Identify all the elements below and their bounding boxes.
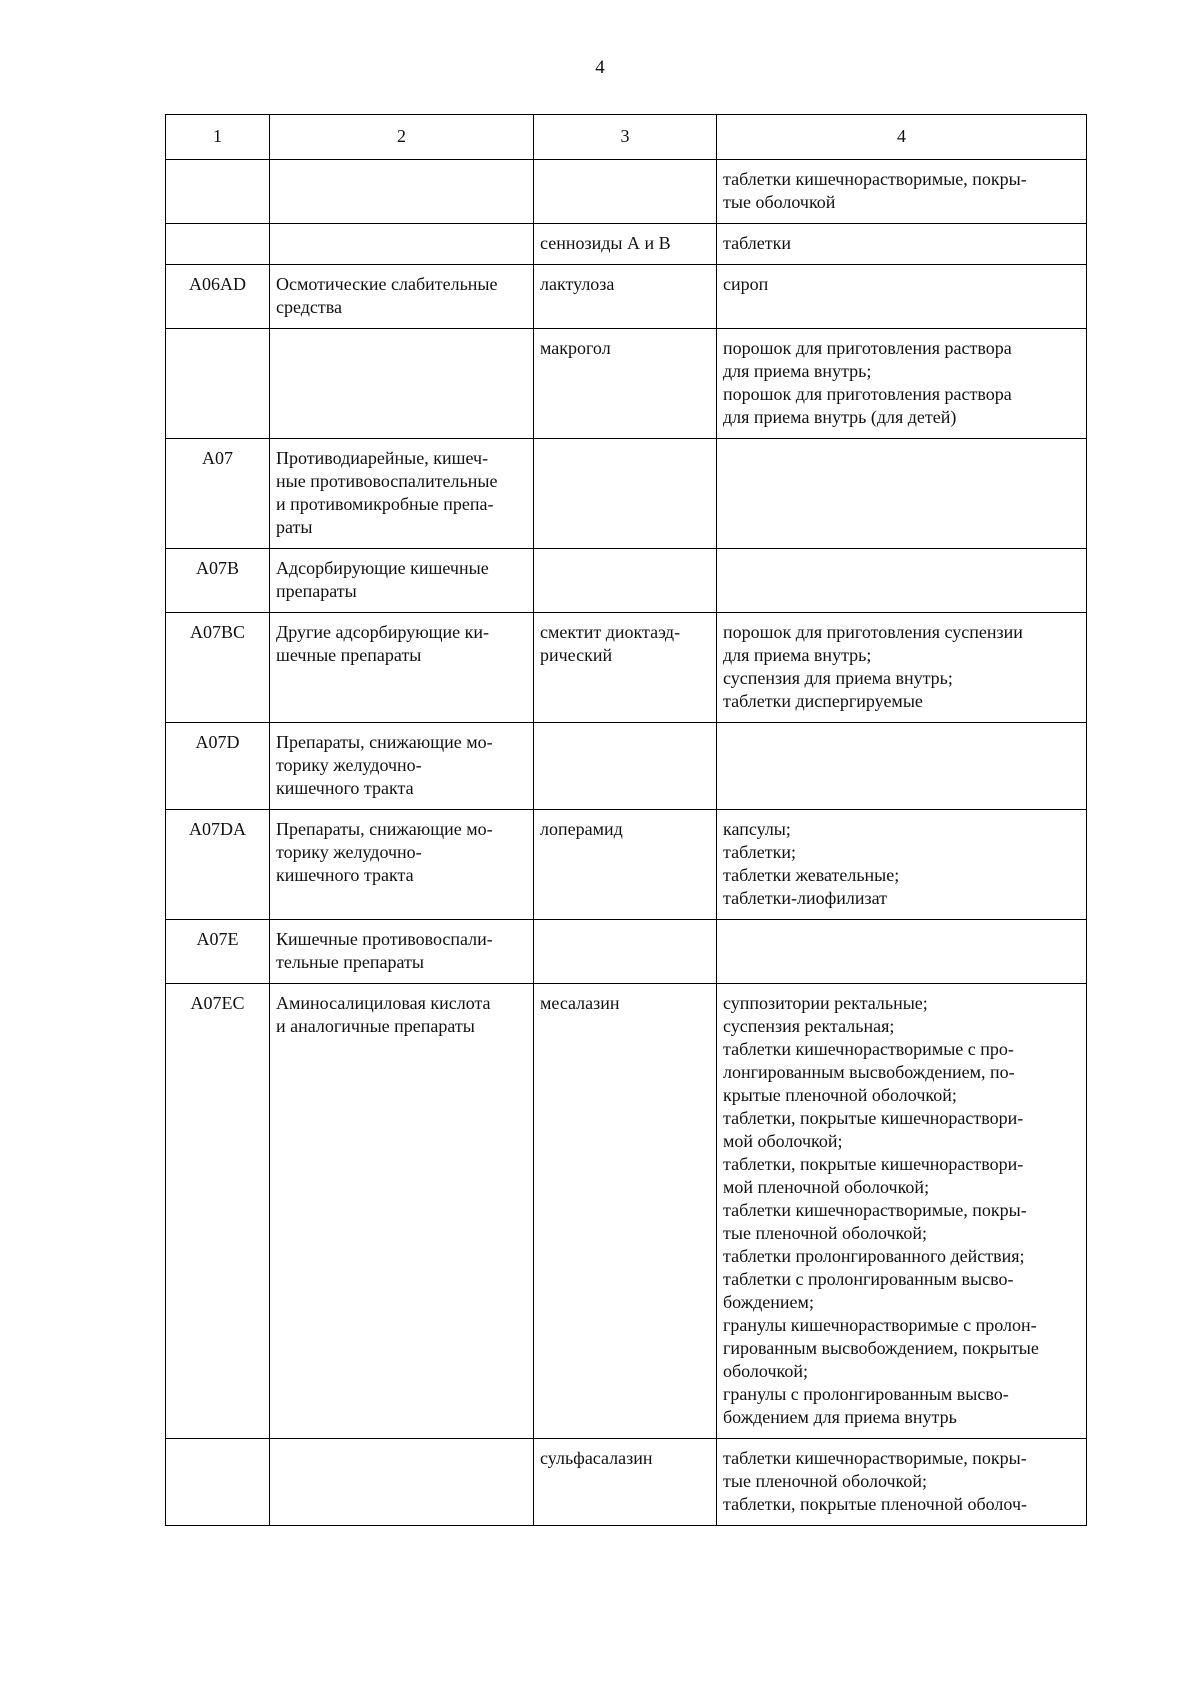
- cell-text-line: Кишечные противовоспали-: [276, 929, 493, 949]
- cell-text-line: таблетки, покрытые кишечнораствори-: [723, 1154, 1024, 1174]
- cell-text-line: таблетки: [723, 233, 792, 253]
- dosage-forms-cell: [717, 810, 1087, 920]
- substance-cell: [534, 549, 717, 613]
- dosage-forms-cell: [717, 613, 1087, 723]
- cell-text-line: сульфасалазин: [540, 1448, 653, 1468]
- group-name-cell: [270, 1439, 534, 1526]
- cell-text-line: тые пленочной оболочкой;: [723, 1471, 927, 1491]
- cell-text-line: бождением;: [723, 1292, 814, 1312]
- header-row: [166, 115, 1087, 160]
- table-row: [166, 723, 1087, 810]
- group-name-cell: [270, 160, 534, 224]
- cell-text-line: таблетки кишечнорастворимые с про-: [723, 1039, 1014, 1059]
- cell-text-line: таблетки кишечнорастворимые, покры-: [723, 1200, 1027, 1220]
- cell-text-line: таблетки пролонгированного действия;: [723, 1246, 1025, 1266]
- code-cell: A07: [166, 439, 270, 549]
- cell-text-line: для приема внутрь (для детей): [723, 407, 957, 427]
- cell-text-line: и противомикробные препа-: [276, 494, 494, 514]
- page-number: 4: [595, 57, 605, 78]
- cell-text-line: мой пленочной оболочкой;: [723, 1177, 930, 1197]
- cell-text-line: таблетки жевательные;: [723, 865, 900, 885]
- substance-cell: [534, 265, 717, 329]
- cell-text-line: гранулы с пролонгированным высво-: [723, 1384, 1009, 1404]
- cell-text-line: бождением для приема внутрь: [723, 1407, 957, 1427]
- substance-cell: [534, 810, 717, 920]
- cell-text-line: тельные препараты: [276, 952, 424, 972]
- cell-text-line: для приема внутрь;: [723, 361, 872, 381]
- cell-text-line: таблетки кишечнорастворимые, покры-: [723, 1448, 1027, 1468]
- group-name-cell: [270, 613, 534, 723]
- cell-text-line: таблетки диспергируемые: [723, 691, 923, 711]
- cell-text-line: порошок для приготовления суспензии: [723, 622, 1023, 642]
- cell-text-line: таблетки кишечнорастворимые, покры-: [723, 169, 1027, 189]
- header-cell-2: 2: [270, 115, 534, 160]
- substance-cell: [534, 920, 717, 984]
- cell-text-line: порошок для приготовления раствора: [723, 338, 1012, 358]
- cell-text-line: и аналогичные препараты: [276, 1016, 475, 1036]
- cell-text-line: макрогол: [540, 338, 611, 358]
- cell-text-line: суспензия ректальная;: [723, 1016, 895, 1036]
- dosage-forms-cell: [717, 723, 1087, 810]
- cell-text-line: мой оболочкой;: [723, 1131, 843, 1151]
- cell-text-line: кишечного тракта: [276, 778, 414, 798]
- cell-text-line: для приема внутрь;: [723, 645, 872, 665]
- table-row: [166, 439, 1087, 549]
- cell-text-line: кишечного тракта: [276, 865, 414, 885]
- header-cell-4: 4: [717, 115, 1087, 160]
- group-name-cell: [270, 810, 534, 920]
- cell-text-line: средства: [276, 297, 343, 317]
- cell-text-line: лактулоза: [540, 274, 615, 294]
- table-row: [166, 329, 1087, 439]
- table-row: [166, 810, 1087, 920]
- substance-cell: [534, 984, 717, 1439]
- cell-text-line: тые оболочкой: [723, 192, 836, 212]
- code-cell: A07EC: [166, 984, 270, 1439]
- table-row: [166, 549, 1087, 613]
- code-cell: [166, 329, 270, 439]
- group-name-cell: [270, 265, 534, 329]
- cell-text-line: шечные препараты: [276, 645, 422, 665]
- group-name-cell: [270, 723, 534, 810]
- dosage-forms-cell: [717, 160, 1087, 224]
- group-name-cell: [270, 549, 534, 613]
- header-cell-1: 1: [166, 115, 270, 160]
- cell-text-line: смектит диоктаэд-: [540, 622, 681, 642]
- cell-text-line: Осмотические слабительные: [276, 274, 498, 294]
- substance-cell: [534, 723, 717, 810]
- drug-table: [165, 114, 1087, 1526]
- cell-text-line: торику желудочно-: [276, 842, 422, 862]
- cell-text-line: сироп: [723, 274, 769, 294]
- cell-text-line: таблетки;: [723, 842, 797, 862]
- group-name-cell: [270, 439, 534, 549]
- substance-cell: [534, 439, 717, 549]
- substance-cell: [534, 160, 717, 224]
- table-row: [166, 984, 1087, 1439]
- table-row: [166, 920, 1087, 984]
- cell-text-line: суппозитории ректальные;: [723, 993, 928, 1013]
- code-cell: [166, 160, 270, 224]
- header-cell-3: 3: [534, 115, 717, 160]
- cell-text-line: рический: [540, 645, 613, 665]
- substance-cell: [534, 1439, 717, 1526]
- cell-text-line: крытые пленочной оболочкой;: [723, 1085, 957, 1105]
- group-name-cell: [270, 984, 534, 1439]
- cell-text-line: капсулы;: [723, 819, 791, 839]
- cell-text-line: Препараты, снижающие мо-: [276, 732, 493, 752]
- dosage-forms-cell: [717, 920, 1087, 984]
- table-row: [166, 224, 1087, 265]
- dosage-forms-cell: [717, 549, 1087, 613]
- dosage-forms-cell: [717, 329, 1087, 439]
- dosage-forms-cell: [717, 1439, 1087, 1526]
- dosage-forms-cell: [717, 984, 1087, 1439]
- cell-text-line: лонгированным высвобождением, по-: [723, 1062, 1015, 1082]
- cell-text-line: лоперамид: [540, 819, 623, 839]
- table-row: [166, 265, 1087, 329]
- cell-text-line: суспензия для приема внутрь;: [723, 668, 953, 688]
- table-row: [166, 1439, 1087, 1526]
- cell-text-line: Адсорбирующие кишечные: [276, 558, 489, 578]
- cell-text-line: торику желудочно-: [276, 755, 422, 775]
- code-cell: [166, 224, 270, 265]
- cell-text-line: порошок для приготовления раствора: [723, 384, 1012, 404]
- cell-text-line: сеннозиды А и В: [540, 233, 671, 253]
- code-cell: A07D: [166, 723, 270, 810]
- substance-cell: [534, 224, 717, 265]
- substance-cell: [534, 613, 717, 723]
- cell-text-line: препараты: [276, 581, 357, 601]
- cell-text-line: таблетки с пролонгированным высво-: [723, 1269, 1014, 1289]
- cell-text-line: ные противовоспалительные: [276, 471, 498, 491]
- group-name-cell: [270, 329, 534, 439]
- table-row: [166, 160, 1087, 224]
- group-name-cell: [270, 920, 534, 984]
- cell-text-line: месалазин: [540, 993, 620, 1013]
- code-cell: A06AD: [166, 265, 270, 329]
- cell-text-line: Препараты, снижающие мо-: [276, 819, 493, 839]
- cell-text-line: Другие адсорбирующие ки-: [276, 622, 490, 642]
- dosage-forms-cell: [717, 224, 1087, 265]
- code-cell: A07B: [166, 549, 270, 613]
- code-cell: A07E: [166, 920, 270, 984]
- substance-cell: [534, 329, 717, 439]
- code-cell: A07BC: [166, 613, 270, 723]
- dosage-forms-cell: [717, 439, 1087, 549]
- cell-text-line: таблетки-лиофилизат: [723, 888, 888, 908]
- cell-text-line: тые пленочной оболочкой;: [723, 1223, 927, 1243]
- group-name-cell: [270, 224, 534, 265]
- code-cell: [166, 1439, 270, 1526]
- table-row: [166, 613, 1087, 723]
- cell-text-line: гранулы кишечнорастворимые с пролон-: [723, 1315, 1037, 1335]
- dosage-forms-cell: [717, 265, 1087, 329]
- cell-text-line: Противодиарейные, кишеч-: [276, 448, 489, 468]
- cell-text-line: Аминосалициловая кислота: [276, 993, 491, 1013]
- code-cell: A07DA: [166, 810, 270, 920]
- cell-text-line: гированным высвобождением, покрытые: [723, 1338, 1039, 1358]
- cell-text-line: оболочкой;: [723, 1361, 808, 1381]
- cell-text-line: таблетки, покрытые кишечнораствори-: [723, 1108, 1024, 1128]
- cell-text-line: таблетки, покрытые пленочной оболоч-: [723, 1494, 1027, 1514]
- cell-text-line: раты: [276, 517, 313, 537]
